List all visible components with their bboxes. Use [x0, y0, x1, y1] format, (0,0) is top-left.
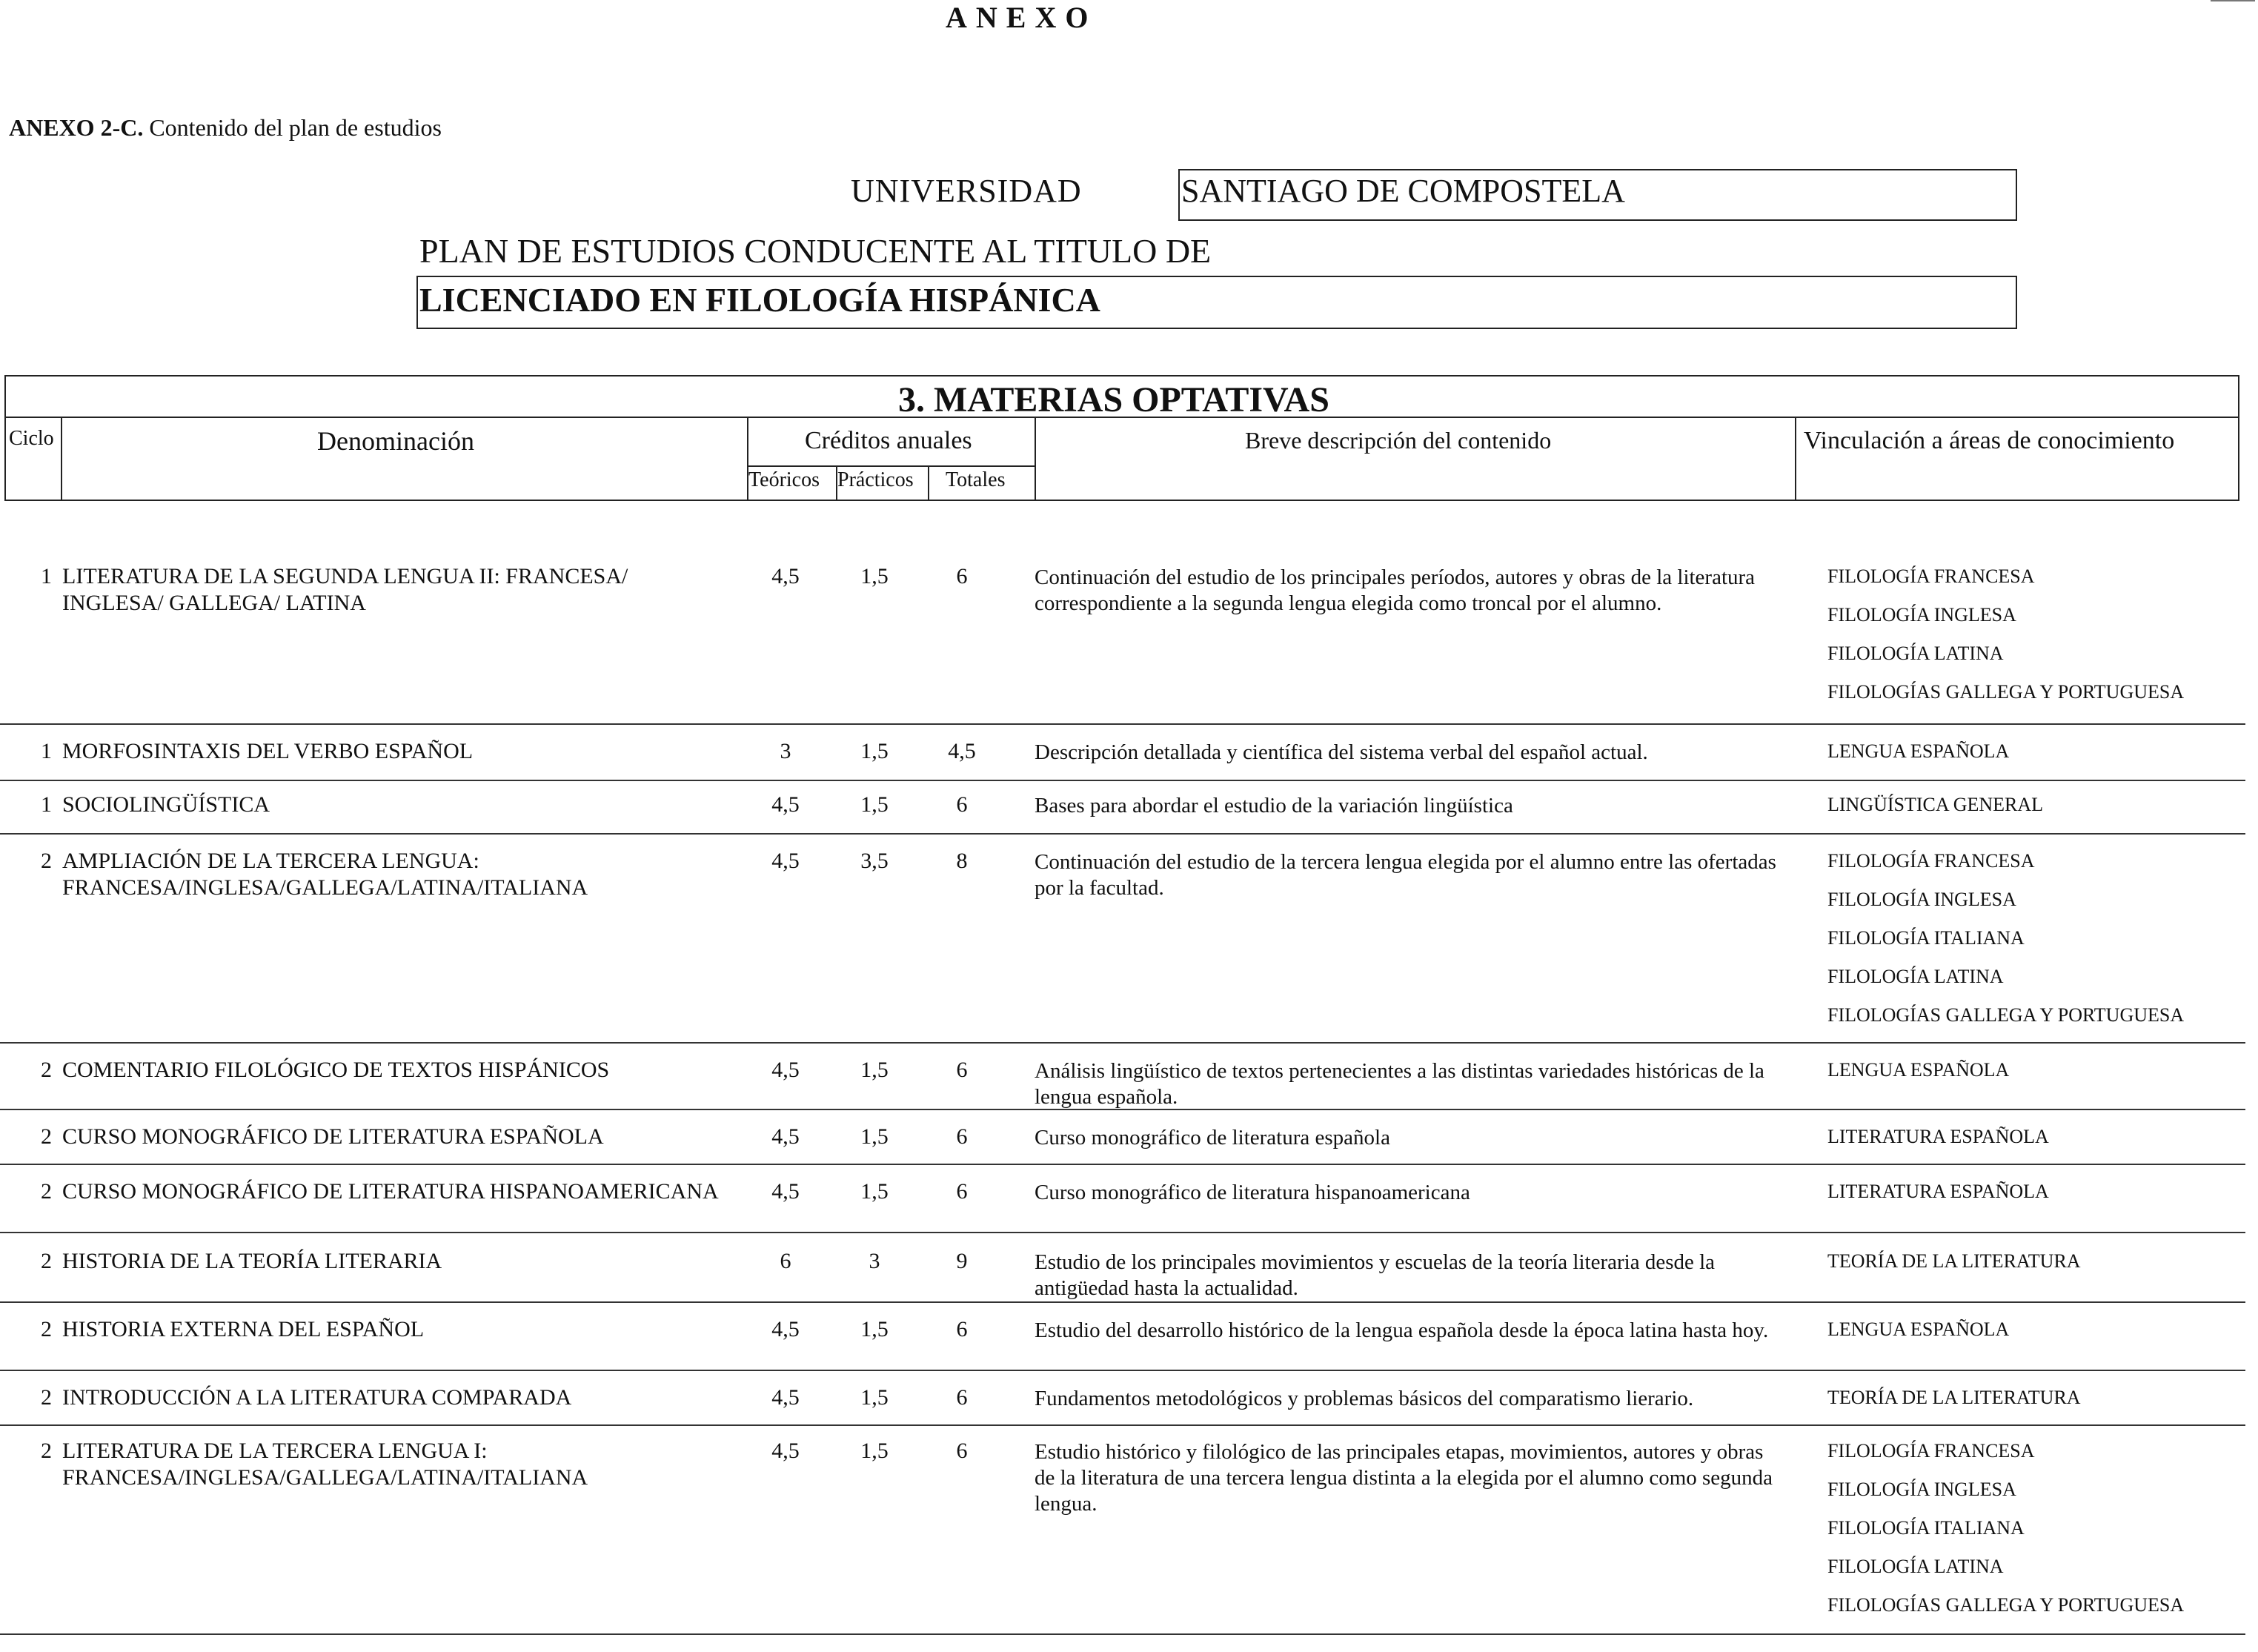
- header-totales: Totales: [946, 468, 1006, 491]
- row-teoricos: 6: [780, 1249, 791, 1273]
- row-totales: 6: [956, 564, 968, 588]
- area-item: FILOLOGÍA LATINA: [1827, 1556, 2004, 1577]
- row-descripcion: Curso monográfico de literatura española: [1035, 1126, 1390, 1150]
- row-descripcion: Curso monográfico de literatura hispanoamericana: [1035, 1181, 1470, 1204]
- row-divider: [0, 723, 2245, 725]
- header-divider: [928, 465, 929, 500]
- row-teoricos: 4,5: [771, 792, 800, 817]
- area-item: FILOLOGÍA FRANCESA: [1827, 1440, 2035, 1462]
- header-descripcion: Breve descripción del contenido: [1245, 427, 1552, 454]
- annex-title: ANEXO: [946, 1, 1098, 34]
- row-ciclo: 2: [41, 1317, 52, 1341]
- row-descripcion: Análisis lingüístico de textos pertenecientes a las distintas variedades históricas de la lengua española.: [1035, 1059, 1764, 1109]
- row-divider: [0, 1109, 2245, 1110]
- row-divider: [0, 1301, 2245, 1303]
- header-divider: [61, 417, 62, 500]
- area-item: LITERATURA ESPAÑOLA: [1827, 1126, 2049, 1147]
- annex-reference: [9, 114, 442, 142]
- row-ciclo: 2: [41, 1124, 52, 1149]
- row-practicos: 1,5: [860, 1385, 889, 1410]
- row-divider: [0, 1164, 2245, 1165]
- area-item: FILOLOGÍAS GALLEGA Y PORTUGUESA: [1827, 681, 2185, 703]
- row-areas: [1827, 1172, 2242, 1211]
- area-item: FILOLOGÍA INGLESA: [1827, 889, 2016, 910]
- row-ciclo: 2: [41, 849, 52, 873]
- plan-label: PLAN DE ESTUDIOS CONDUCENTE AL TITULO DE: [419, 232, 1212, 270]
- row-teoricos: 4,5: [771, 1179, 800, 1204]
- row-divider: [0, 1633, 2245, 1635]
- row-areas: [1827, 786, 2242, 824]
- annex-reference-code: ANEXO 2-C.: [9, 114, 144, 141]
- university-name: SANTIAGO DE COMPOSTELA: [1181, 173, 1625, 209]
- row-divider: [0, 780, 2245, 781]
- area-item: LENGUA ESPAÑOLA: [1827, 740, 2010, 762]
- row-practicos: 1,5: [860, 1124, 889, 1149]
- header-practicos: Prácticos: [837, 468, 914, 491]
- row-areas: [1827, 557, 2242, 711]
- row-areas: [1827, 842, 2242, 1035]
- area-item: FILOLOGÍAS GALLEGA Y PORTUGUESA: [1827, 1004, 2185, 1026]
- header-subrule: [747, 465, 1035, 467]
- row-totales: 9: [956, 1249, 968, 1273]
- row-areas: [1827, 732, 2242, 771]
- row-descripcion: Fundamentos metodológicos y problemas básicos del comparatismo lierario.: [1035, 1387, 1694, 1410]
- row-totales: 6: [956, 1317, 968, 1341]
- header-teoricos: Teóricos: [748, 468, 820, 491]
- row-totales: 6: [956, 1124, 968, 1149]
- area-item: FILOLOGÍA LATINA: [1827, 966, 2004, 987]
- row-descripcion: Estudio de los principales movimientos y escuelas de la teoría literaria desde la antigüedad hasta la actualidad.: [1035, 1250, 1716, 1300]
- row-ciclo: 1: [41, 564, 52, 588]
- row-teoricos: 4,5: [771, 1385, 800, 1410]
- row-descripcion: Bases para abordar el estudio de la variación lingüística: [1035, 794, 1513, 817]
- area-item: FILOLOGÍA ITALIANA: [1827, 927, 2025, 949]
- row-ciclo: 2: [41, 1058, 52, 1082]
- row-teoricos: 4,5: [771, 1124, 800, 1149]
- row-teoricos: 4,5: [771, 1439, 800, 1463]
- row-denominacion: LITERATURA DE LA SEGUNDA LENGUA II: FRANCESA/ INGLESA/ GALLEGA/ LATINA: [62, 564, 628, 615]
- row-totales: 6: [956, 1058, 968, 1082]
- area-item: LINGÜÍSTICA GENERAL: [1827, 794, 2044, 815]
- page-edge-mark: [2211, 0, 2255, 1]
- row-divider: [0, 1042, 2245, 1044]
- row-divider: [0, 833, 2245, 835]
- row-denominacion: SOCIOLINGÜÍSTICA: [62, 792, 270, 817]
- row-areas: [1827, 1242, 2242, 1281]
- section-title: 3. MATERIAS OPTATIVAS: [898, 380, 1329, 419]
- header-creditos: Créditos anuales: [805, 427, 972, 454]
- header-ciclo: Ciclo: [9, 427, 54, 450]
- row-denominacion: CURSO MONOGRÁFICO DE LITERATURA ESPAÑOLA: [62, 1124, 604, 1149]
- area-item: FILOLOGÍAS GALLEGA Y PORTUGUESA: [1827, 1594, 2185, 1616]
- row-denominacion: AMPLIACIÓN DE LA TERCERA LENGUA: FRANCESA/INGLESA/GALLEGA/LATINA/ITALIANA: [62, 849, 588, 900]
- area-item: TEORÍA DE LA LITERATURA: [1827, 1250, 2081, 1272]
- area-item: FILOLOGÍA FRANCESA: [1827, 850, 2035, 872]
- row-denominacion: CURSO MONOGRÁFICO DE LITERATURA HISPANOAMERICANA: [62, 1179, 719, 1204]
- header-vinculacion: Vinculación a áreas de conocimiento: [1804, 427, 2175, 454]
- row-practicos: 1,5: [860, 792, 889, 817]
- row-descripcion: Estudio histórico y filológico de las principales etapas, movimientos, autores y obras de la literatura de una tercera lengua distinta a la elegida por el alumno como segunda lengua.: [1035, 1440, 1773, 1516]
- row-teoricos: 4,5: [771, 1058, 800, 1082]
- area-item: FILOLOGÍA INGLESA: [1827, 1479, 2016, 1500]
- row-ciclo: 2: [41, 1179, 52, 1204]
- row-practicos: 1,5: [860, 1058, 889, 1082]
- row-ciclo: 2: [41, 1385, 52, 1410]
- row-denominacion: HISTORIA DE LA TEORÍA LITERARIA: [62, 1249, 442, 1273]
- area-item: FILOLOGÍA LATINA: [1827, 643, 2004, 664]
- row-teoricos: 4,5: [771, 849, 800, 873]
- row-areas: [1827, 1432, 2242, 1625]
- header-divider: [1035, 417, 1036, 500]
- row-ciclo: 1: [41, 792, 52, 817]
- row-practicos: 1,5: [860, 739, 889, 763]
- row-descripcion: Continuación del estudio de la tercera lengua elegida por el alumno entre las ofertadas por la facultad.: [1035, 850, 1776, 900]
- header-divider: [1795, 417, 1796, 500]
- row-divider: [0, 1370, 2245, 1371]
- row-descripcion: Estudio del desarrollo histórico de la lengua española desde la época latina hasta hoy.: [1035, 1318, 1769, 1342]
- row-areas: [1827, 1310, 2242, 1349]
- row-totales: 6: [956, 1385, 968, 1410]
- annex-reference-text: Contenido del plan de estudios: [149, 114, 442, 141]
- row-totales: 8: [956, 849, 968, 873]
- header-denominacion: Denominación: [317, 426, 474, 456]
- degree-name: LICENCIADO EN FILOLOGÍA HISPÁNICA: [419, 281, 1100, 319]
- row-practicos: 1,5: [860, 1439, 889, 1463]
- row-practicos: 1,5: [860, 564, 889, 588]
- row-teoricos: 4,5: [771, 564, 800, 588]
- row-totales: 6: [956, 1439, 968, 1463]
- row-descripcion: Descripción detallada y científica del sistema verbal del español actual.: [1035, 740, 1648, 764]
- university-label: UNIVERSIDAD: [851, 173, 1082, 209]
- row-teoricos: 3: [780, 739, 791, 763]
- row-divider: [0, 1232, 2245, 1233]
- row-denominacion: MORFOSINTAXIS DEL VERBO ESPAÑOL: [62, 739, 474, 763]
- area-item: TEORÍA DE LA LITERATURA: [1827, 1387, 2081, 1408]
- row-areas: [1827, 1051, 2242, 1089]
- row-areas: [1827, 1118, 2242, 1156]
- row-ciclo: 2: [41, 1249, 52, 1273]
- area-item: FILOLOGÍA ITALIANA: [1827, 1517, 2025, 1539]
- row-denominacion: HISTORIA EXTERNA DEL ESPAÑOL: [62, 1317, 425, 1341]
- row-denominacion: COMENTARIO FILOLÓGICO DE TEXTOS HISPÁNICOS: [62, 1058, 610, 1082]
- area-item: LENGUA ESPAÑOLA: [1827, 1059, 2010, 1081]
- row-practicos: 3,5: [860, 849, 889, 873]
- row-divider: [0, 1424, 2245, 1426]
- area-item: FILOLOGÍA INGLESA: [1827, 604, 2016, 626]
- row-practicos: 1,5: [860, 1179, 889, 1204]
- row-teoricos: 4,5: [771, 1317, 800, 1341]
- row-practicos: 3: [869, 1249, 880, 1273]
- row-descripcion: Continuación del estudio de los principales períodos, autores y obras de la literatura correspondiente a la segunda lengua elegida como troncal por el alumno.: [1035, 565, 1756, 615]
- row-denominacion: INTRODUCCIÓN A LA LITERATURA COMPARADA: [62, 1385, 572, 1410]
- row-denominacion: LITERATURA DE LA TERCERA LENGUA I: FRANCESA/INGLESA/GALLEGA/LATINA/ITALIANA: [62, 1439, 588, 1490]
- row-areas: [1827, 1379, 2242, 1417]
- row-ciclo: 2: [41, 1439, 52, 1463]
- row-ciclo: 1: [41, 739, 52, 763]
- area-item: LITERATURA ESPAÑOLA: [1827, 1181, 2049, 1202]
- row-totales: 6: [956, 1179, 968, 1204]
- row-totales: 6: [956, 792, 968, 817]
- area-item: FILOLOGÍA FRANCESA: [1827, 565, 2035, 587]
- row-totales: 4,5: [948, 739, 976, 763]
- row-practicos: 1,5: [860, 1317, 889, 1341]
- area-item: LENGUA ESPAÑOLA: [1827, 1318, 2010, 1340]
